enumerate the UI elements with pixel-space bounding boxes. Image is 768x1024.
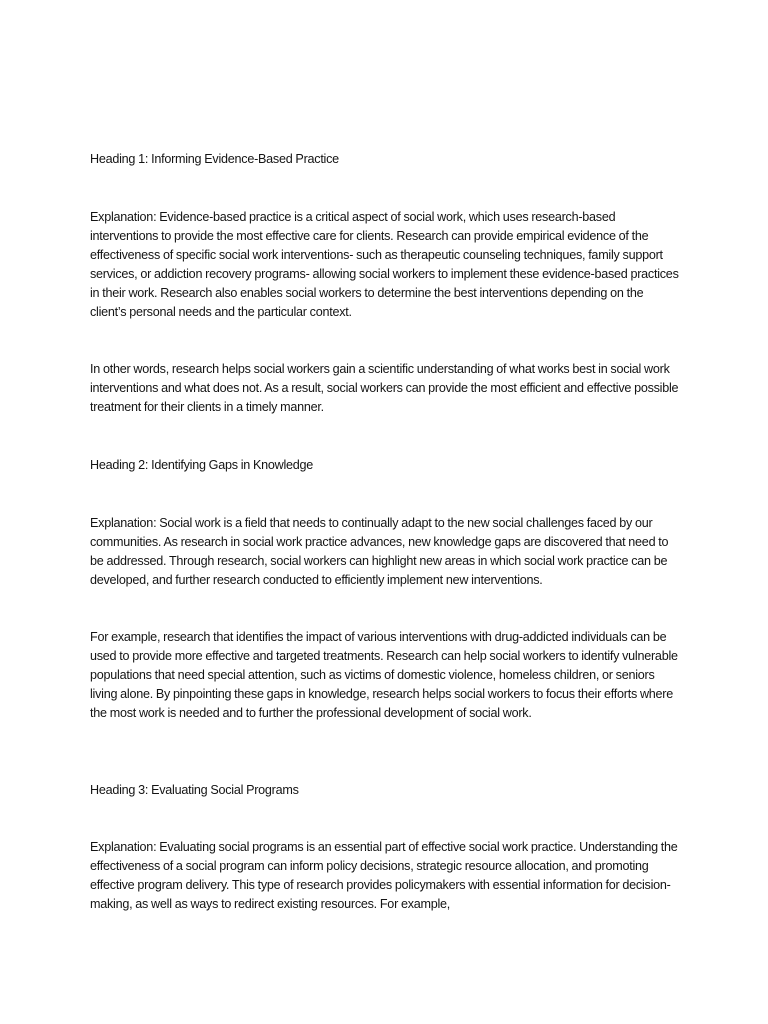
section-3-paragraph-1: Explanation: Evaluating social programs is an essential part of effective social work practice. Understanding the effectiveness of a social program can inform policy decisions, strategic resource allocation, and promoting effective program delivery. This type of research provides policymakers with essential information for decision-making, as well as ways to redirect existing resources. For example, xyxy=(90,840,678,911)
section-heading-2: Heading 2: Identifying Gaps in Knowledge xyxy=(90,458,314,472)
section-2-paragraph-1: Explanation: Social work is a field that needs to continually adapt to the new social challenges faced by our communities. As research in social work practice advances, new knowledge gaps are discovered that need to be addressed. Through research, social workers can highlight new areas in which social work practice can be developed, and further research conducted to efficiently implement new interventions. xyxy=(90,516,669,587)
section-1-paragraph-1: Explanation: Evidence-based practice is a critical aspect of social work, which uses research-based interventions to provide the most effective care for clients. Research can provide empirical evidence of the effectiveness of specific social work interventions- such as therapeutic counseling techniques, family support services, or addiction recovery programs- allowing social workers to implement these evidence-based practices in their work. Research also enables social workers to determine the best interventions depending on the client’s personal needs and the particular context. xyxy=(90,210,679,319)
section-heading-3: Heading 3: Evaluating Social Programs xyxy=(90,783,299,797)
section-heading-1: Heading 1: Informing Evidence-Based Practice xyxy=(90,152,339,166)
section-1-paragraph-2: In other words, research helps social workers gain a scientific understanding of what works best in social work interventions and what does not. As a result, social workers can provide the most efficient and effective possible treatment for their clients in a timely manner. xyxy=(90,362,679,414)
section-2-paragraph-2: For example, research that identifies the impact of various interventions with drug-addicted individuals can be used to provide more effective and targeted treatments. Research can help social workers to identify vulnerable populations that need special attention, such as victims of domestic violence, homeless children, or seniors living alone. By pinpointing these gaps in knowledge, research helps social workers to focus their efforts where the most work is needed and to further the professional development of social work. xyxy=(90,630,678,720)
